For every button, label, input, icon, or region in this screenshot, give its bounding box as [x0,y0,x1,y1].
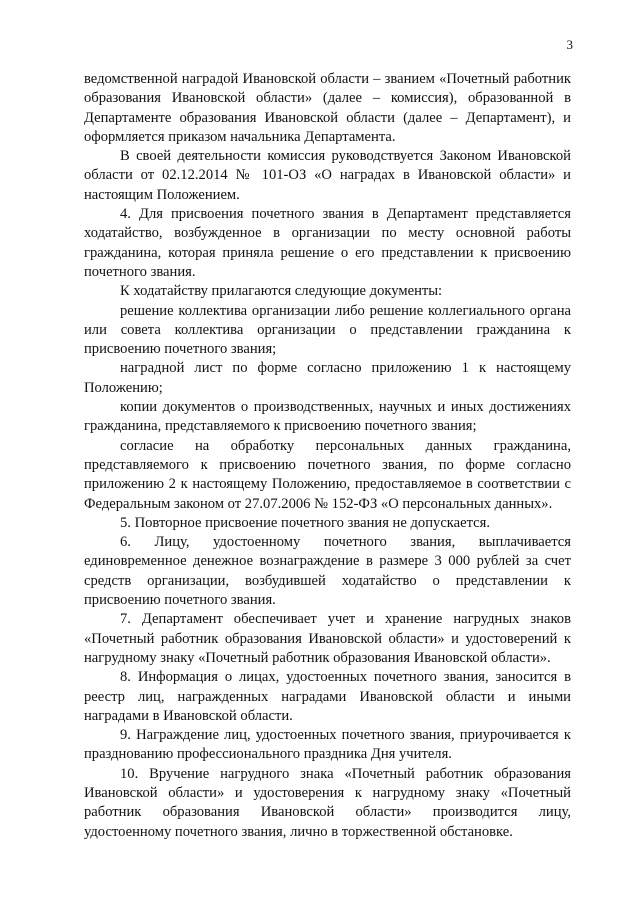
paragraph: ведомственной наградой Ивановской области – званием «Почетный работник образования Ивановской области» (далее – комиссия), образованной в Департаменте образования Ивановской области (далее – Департамент), и оформляется приказом начальника Департамента. [84,71,571,145]
paragraph: 5. Повторное присвоение почетного звания не допускается. [120,514,491,531]
paragraph: 4. Для присвоения почетного звания в Департамент представляется ходатайство, возбужденное в организации по месту основной работы гражданина, которая приняла решение о его представлении к присвоению почетного звания. [84,206,571,280]
page-number: 3 [566,37,573,52]
paragraph: 6. Лицу, удостоенному почетного звания, выплачивается единовременное денежное вознаграждение в размере 3 000 рублей за счет средств организации, возбудившей ходатайство о представлении к присвоению почетного звания. [84,534,571,609]
paragraph: 8. Информация о лицах, удостоенных почетного звания, заносится в реестр лиц, награжденных наградами Ивановской области и иными наградами в Ивановской области. [84,669,571,724]
paragraph: 9. Награждение лиц, удостоенных почетного звания, приурочивается к празднованию профессионального праздника Дня учителя. [84,727,571,763]
paragraph: 10. Вручение нагрудного знака «Почетный работник образования Ивановской области» и удостоверения к нагрудному знаку «Почетный работник образования Ивановской области» производится лицу, удостоенному почетного звания, лично в торжественной обстановке. [84,765,571,840]
list-item: копии документов о производственных, научных и иных достижениях гражданина, представляемого к присвоению почетного звания; [84,399,571,435]
document-body [84,70,571,842]
paragraph: 7. Департамент обеспечивает учет и хранение нагрудных знаков «Почетный работник образования Ивановской области» и удостоверений к нагрудному знаку «Почетный работник образования Ивановской области». [84,611,571,666]
list-item: согласие на обработку персональных данных гражданина, представляемого к присвоению почетного звания, по форме согласно приложению 2 к настоящему Положению, предоставляемое в соответствии с Федеральным законом от 27.07.2006 № 152-ФЗ «О персональных данных». [84,437,571,512]
list-item: наградной лист по форме согласно приложению 1 к настоящему Положению; [84,360,571,396]
paragraph: В своей деятельности комиссия руководствуется Законом Ивановской области от 02.12.2014 № 101-ОЗ «О наградах в Ивановской области» и настоящим Положением. [84,148,571,203]
list-item: решение коллектива организации либо решение коллегиального органа или совета коллектива организации о представлении гражданина к присвоению почетного звания; [84,302,571,358]
paragraph: К ходатайству прилагаются следующие документы: [120,283,443,300]
